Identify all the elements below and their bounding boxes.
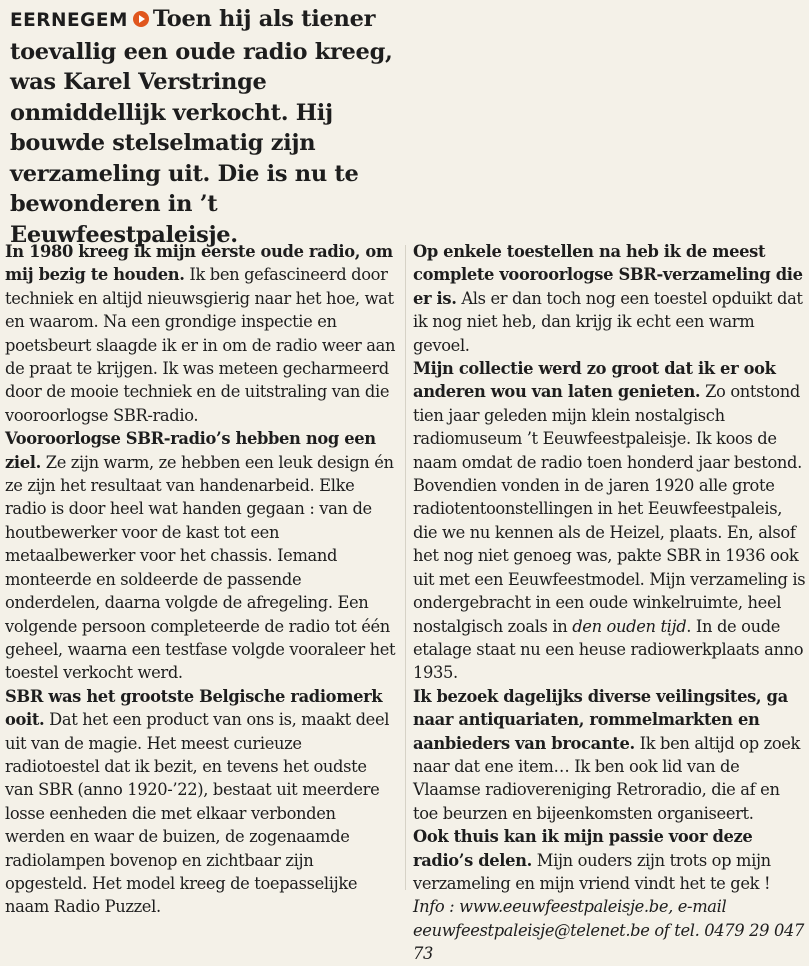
- left-column: [5, 240, 396, 919]
- paragraph: [5, 240, 396, 427]
- column-divider: [405, 245, 406, 890]
- paragraph-lead: Ook thuis kan ik mijn passie voor deze radio’s delen.: [413, 827, 753, 870]
- paragraph-body: Ze zijn warm, ze hebben een leuk design én ze zijn het resultaat van handenarbeid. Elke radio is door heel wat handen gegaan : van de houtbewerker voor de kast tot een metaalbewerker voor het chassis. Iemand monteerde en soldeerde de passende onderdelen, daarna volgde de afregeling. Een volgende persoon completeerde de radio tot één geheel, waarna een testfase volgde vooraleer het toestel verkocht werd.: [5, 452, 396, 683]
- paragraph: [5, 427, 396, 684]
- play-arrow-icon: [133, 11, 149, 27]
- paragraph-body: Zo ontstond tien jaar geleden mijn klein nostalgisch radiomuseum ’t Eeuwfeestpaleisje. Ik koos de naam omdat de radio toen honderd jaar bestond. Bovendien vonden in de jaren 1920 alle grote radiotentoonstellingen in het Eeuwfeestpaleis, die we nu kennen als de Heizel, plaats. En, alsof het nog niet genoeg was, pakte SBR in 1936 ook uit met een Eeuwfeestmodel. Mijn verzameling is ondergebracht in een oude winkelruimte, heel nostalgisch zoals in: [413, 382, 806, 636]
- paragraph-lead: Vooroorlogse SBR-radio’s hebben nog een ziel.: [5, 429, 376, 472]
- paragraph-body: Mijn ouders zijn trots op mijn verzameling en mijn vriend vindt het te gek !: [413, 850, 771, 893]
- paragraph-italic: den ouden tijd: [572, 616, 687, 636]
- place-name: EERNEGEM: [10, 10, 128, 31]
- intro-block: [10, 4, 405, 250]
- paragraph-lead: In 1980 kreeg ik mijn eerste oude radio, om mij bezig te houden.: [5, 242, 393, 285]
- paragraph-lead: Ik bezoek dagelijks diverse veilingsites, ga naar antiquariaten, rommelmarkten en aanbieders van brocante.: [413, 686, 788, 753]
- paragraph-body: Ik ben altijd op zoek naar dat ene item… Ik ben ook lid van de Vlaamse radiovereniging Retroradio, die af en toe beurzen en bijeenkomsten organiseert.: [413, 733, 801, 823]
- paragraph: [413, 825, 807, 895]
- paragraph: [413, 357, 807, 685]
- paragraph: [5, 685, 396, 919]
- paragraph: [413, 685, 807, 825]
- paragraph-body: Ik ben gefascineerd door techniek en altijd nieuwsgierig naar het hoe, wat en waarom. Na een grondige inspectie en poetsbeurt slaagde ik er in om de radio weer aan de praat te krijgen. Ik was meteen gecharmeerd door de mooie techniek en de uitstraling van die vooroorlogse SBR-radio.: [5, 265, 396, 425]
- paragraph-lead: Op enkele toestellen na heb ik de meest complete vooroorlogse SBR-verzameling die er is.: [413, 242, 803, 308]
- paragraph-body: Dat het een product van ons is, maakt deel uit van de magie. Het meest curieuze radiotoestel dat ik bezit, en tevens het oudste van SBR (anno 1920-’22), bestaat uit meerdere losse eenheden die met elkaar verbonden werden en waar de buizen, de zogenaamde radiolampen bovenop en zichtbaar zijn opgesteld. Het model kreeg de toepasselijke naam Radio Puzzel.: [5, 710, 390, 917]
- info-line: [413, 895, 807, 965]
- paragraph-body: Als er dan toch nog een toestel opduikt dat ik nog niet heb, dan krijg ik echt een warm gevoel.: [413, 288, 803, 355]
- right-column: [413, 240, 807, 966]
- contact-info: Info : www.eeuwfeestpaleisje.be, e-mail eeuwfeestpaleisje@telenet.be of tel. 0479 29 047 73: [413, 897, 804, 964]
- paragraph-lead: SBR was het grootste Belgische radiomerk ooit.: [5, 686, 383, 730]
- paragraph-body: . In de oude etalage staat nu een heuse radiowerkplaats anno 1935.: [413, 616, 804, 683]
- paragraph: [413, 240, 807, 357]
- paragraph-lead: Mijn collectie werd zo groot dat ik er ook anderen wou van laten genieten.: [413, 359, 776, 402]
- intro-text: Toen hij als tiener toevallig een oude radio kreeg, was Karel Verstringe onmiddellijk verkocht. Hij bouwde stelselmatig zijn verzameling uit. Die is nu te bewonderen in ’t Eeuwfeestpaleisje.: [10, 6, 393, 248]
